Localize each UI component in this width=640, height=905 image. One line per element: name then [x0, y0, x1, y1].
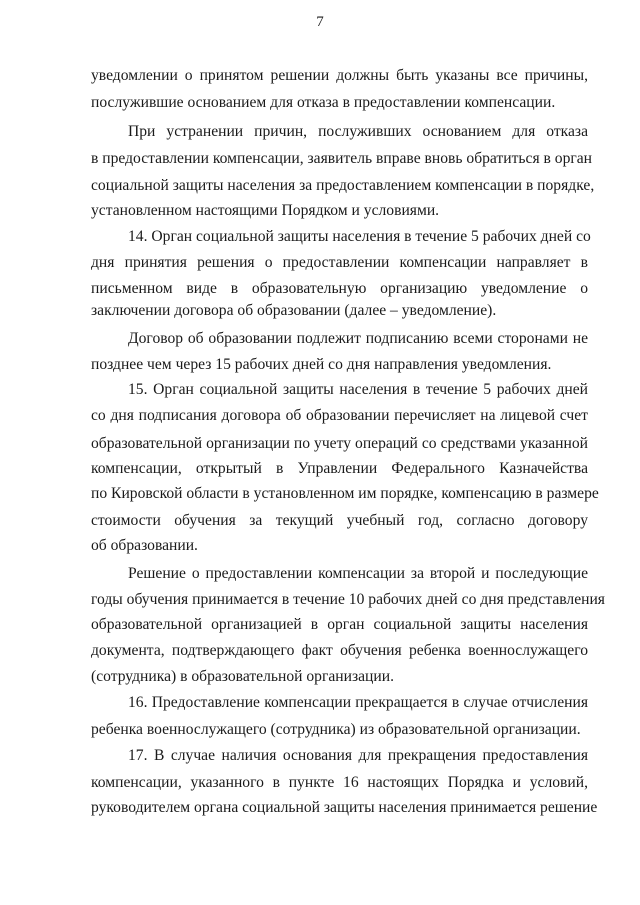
text-line: компенсации, указанного в пункте 16 настоящих Порядка и условий,: [91, 774, 588, 791]
text-line: 16. Предоставление компенсации прекращается в случае отчисления: [128, 694, 588, 711]
text-line: образовательной организации по учету операций со средствами указанной: [91, 435, 588, 452]
text-line: дня принятия решения о предоставлении компенсации направляет в: [91, 254, 588, 271]
text-line: по Кировской области в установленном им порядке, компенсацию в размере: [91, 485, 599, 502]
text-line: об образовании.: [91, 537, 198, 554]
text-line: Договор об образовании подлежит подписанию всеми сторонами не: [128, 330, 588, 347]
text-line: установленном настоящими Порядком и условиями.: [91, 202, 440, 219]
text-line: При устранении причин, послуживших основанием для отказа: [128, 123, 588, 140]
text-line: Решение о предоставлении компенсации за второй и последующие: [128, 565, 588, 582]
text-line: послужившие основанием для отказа в предоставлении компенсации.: [91, 94, 556, 111]
text-line: компенсации, открытый в Управлении Федерального Казначейства: [91, 460, 588, 477]
text-line: заключении договора об образовании (далее – уведомление).: [91, 302, 497, 319]
text-line: в предоставлении компенсации, заявитель вправе вновь обратиться в орган: [91, 150, 593, 167]
text-line: социальной защиты населения за предоставлением компенсации в порядке,: [91, 177, 595, 194]
text-line: (сотрудника) в образовательной организации.: [91, 668, 394, 685]
text-line: ребенка военнослужащего (сотрудника) из образовательной организации.: [91, 721, 581, 738]
text-line: руководителем органа социальной защиты населения принимается решение: [91, 799, 598, 816]
text-line: уведомлении о принятом решении должны быть указаны все причины,: [91, 67, 588, 84]
text-line: документа, подтверждающего факт обучения ребенка военнослужащего: [91, 642, 588, 659]
text-line: позднее чем через 15 рабочих дней со дня направления уведомления.: [91, 356, 552, 373]
text-line: со дня подписания договора об образовании перечисляет на лицевой счет: [91, 407, 588, 424]
text-line: годы обучения принимается в течение 10 рабочих дней со дня представления: [91, 591, 605, 608]
text-line: 14. Орган социальной защиты населения в течение 5 рабочих дней со: [128, 228, 591, 245]
page-number: 7: [316, 14, 324, 30]
text-line: письменном виде в образовательную организацию уведомление о: [91, 280, 588, 297]
text-line: 17. В случае наличия основания для прекращения предоставления: [128, 747, 588, 764]
text-line: 15. Орган социальной защиты населения в течение 5 рабочих дней: [128, 381, 588, 398]
text-line: образовательной организацией в орган социальной защиты населения: [91, 616, 588, 633]
text-line: стоимости обучения за текущий учебный год, согласно договору: [91, 512, 588, 529]
